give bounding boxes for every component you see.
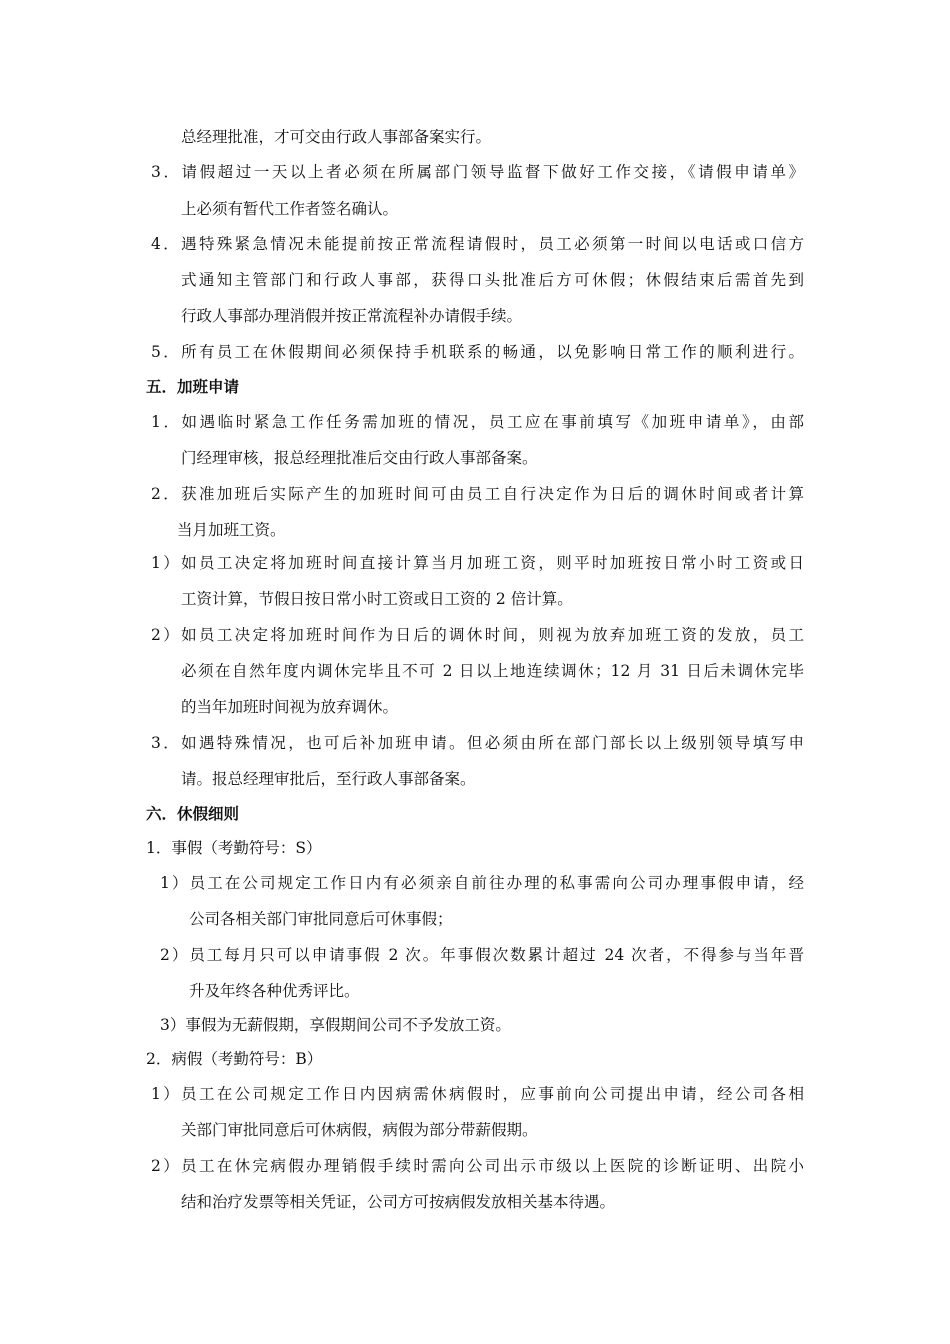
list-item-2: 2．获准加班后实际产生的加班时间可由员工自行决定作为日后的调休时间或者计算 <box>151 485 804 503</box>
sub-item-2: 2）员工在休完病假办理销假手续时需向公司出示市级以上医院的诊断证明、出院小 <box>151 1157 804 1175</box>
section-heading-leave: 六．休假细则 <box>146 805 240 823</box>
list-item-3: 3．如遇特殊情况，也可后补加班申请。但必须由所在部门部长以上级别领导填写申 <box>151 734 804 752</box>
sub-item-1: 1）员工在公司规定工作日内因病需休病假时，应事前向公司提出申请，经公司各相 <box>151 1085 804 1103</box>
list-item-5: 5．所有员工在休假期间必须保持手机联系的畅通，以免影响日常工作的顺利进行。 <box>151 343 804 361</box>
sub-item-2: 2）如员工决定将加班时间作为日后的调休时间，则视为放弃加班工资的发放，员工 <box>151 626 804 644</box>
text-line: 请。报总经理审批后，至行政人事部备案。 <box>181 770 476 788</box>
sub-item-1: 1）员工在公司规定工作日内有必须亲自前往办理的私事需向公司办理事假申请，经 <box>160 874 804 892</box>
list-item-4: 4．遇特殊紧急情况未能提前按正常流程请假时，员工必须第一时间以电话或口信方 <box>151 235 804 253</box>
list-item-2: 2．病假（考勤符号：B） <box>146 1050 323 1068</box>
text-line: 结和治疗发票等相关凭证，公司方可按病假发放相关基本待遇。 <box>181 1193 616 1211</box>
text-line: 公司各相关部门审批同意后可休事假； <box>189 910 453 928</box>
list-item-3: 3．请假超过一天以上者必须在所属部门领导监督下做好工作交接，《请假申请单》 <box>151 163 804 181</box>
sub-item-2: 2）员工每月只可以申请事假 2 次。年事假次数累计超过 24 次者，不得参与当年晋 <box>160 946 804 964</box>
sub-item-3: 3）事假为无薪假期，享假期间公司不予发放工资。 <box>160 1016 511 1034</box>
text-line: 升及年终各种优秀评比。 <box>189 982 360 1000</box>
section-heading-overtime: 五．加班申请 <box>146 378 240 396</box>
text-line: 上必须有暂代工作者签名确认。 <box>181 200 399 218</box>
sub-item-1: 1）如员工决定将加班时间直接计算当月加班工资，则平时加班按日常小时工资或日 <box>151 554 804 572</box>
text-line: 式通知主管部门和行政人事部，获得口头批准后方可休假；休假结束后需首先到 <box>181 271 804 289</box>
text-line: 当月加班工资。 <box>177 521 286 539</box>
text-line: 的当年加班时间视为放弃调休。 <box>181 698 399 716</box>
text-line: 行政人事部办理消假并按正常流程补办请假手续。 <box>181 307 523 325</box>
text-line: 总经理批准，才可交由行政人事部备案实行。 <box>181 128 492 146</box>
text-line: 关部门审批同意后可休病假，病假为部分带薪假期。 <box>181 1121 538 1139</box>
text-line: 工资计算，节假日按日常小时工资或日工资的 2 倍计算。 <box>181 590 573 608</box>
text-line: 必须在自然年度内调休完毕且不可 2 日以上地连续调休；12 月 31 日后未调休完毕 <box>181 662 804 680</box>
text-line: 门经理审核，报总经理批准后交由行政人事部备案。 <box>181 449 538 467</box>
list-item-1: 1．事假（考勤符号：S） <box>146 839 322 857</box>
list-item-1: 1．如遇临时紧急工作任务需加班的情况，员工应在事前填写《加班申请单》，由部 <box>151 413 804 431</box>
